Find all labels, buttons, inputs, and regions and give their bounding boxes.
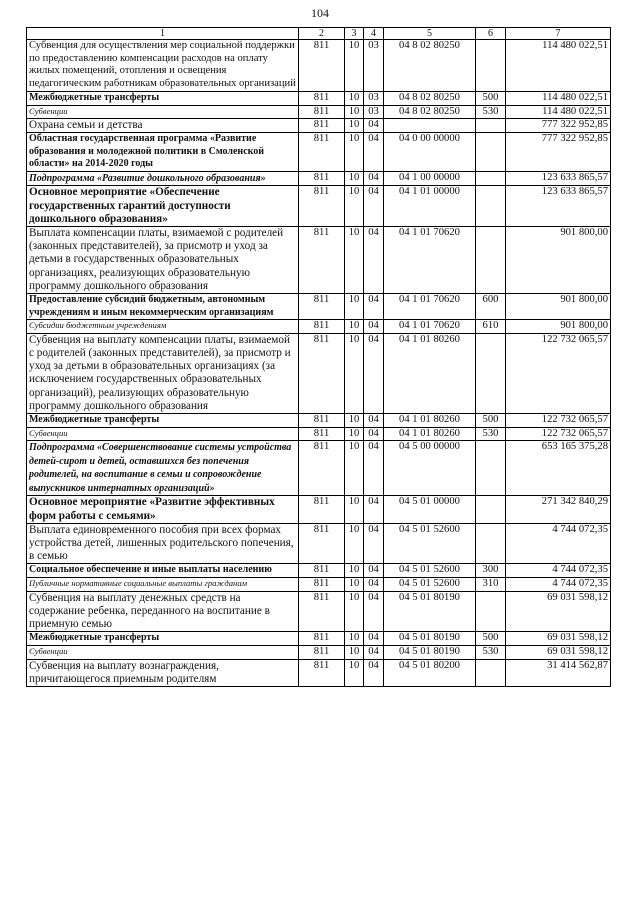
row-name-cell: Подпрограмма «Совершенствование системы устройства детей-сирот и детей, оставшихся без попечения родителей, на воспитание в семьи и сопровождение выпускников интернатных организаций» <box>27 441 299 496</box>
admin-code-cell: 811 <box>299 659 345 686</box>
admin-code-cell: 811 <box>299 105 345 119</box>
section-cell: 10 <box>345 496 364 523</box>
admin-code-cell: 811 <box>299 564 345 578</box>
subsection-cell: 04 <box>364 333 384 413</box>
amount-cell: 901 800,00 <box>506 227 611 294</box>
target-article-cell: 04 5 01 52600 <box>384 523 476 564</box>
section-cell: 10 <box>345 294 364 320</box>
admin-code-cell: 811 <box>299 40 345 92</box>
row-name-cell: Публичные нормативные социальные выплаты гражданам <box>27 578 299 592</box>
expense-type-cell: 530 <box>476 427 506 441</box>
subsection-cell: 04 <box>364 119 384 133</box>
table-row <box>27 171 611 186</box>
amount-cell: 653 165 375,28 <box>506 441 611 496</box>
table-row <box>27 294 611 320</box>
expense-type-cell <box>476 133 506 172</box>
row-name-cell: Выплата компенсации платы, взимаемой с родителей (законных представителей), за присмотр и уход за детьми в государственных образовательных организациях, реализующих образовательную программу дошкольного образования <box>27 227 299 294</box>
amount-cell: 122 732 065,57 <box>506 333 611 413</box>
subsection-cell: 04 <box>364 646 384 660</box>
section-cell: 10 <box>345 646 364 660</box>
row-name-cell: Основное мероприятие «Развитие эффективных форм работы с семьями» <box>27 496 299 523</box>
expense-type-cell <box>476 40 506 92</box>
section-cell: 10 <box>345 441 364 496</box>
amount-cell: 4 744 072,35 <box>506 523 611 564</box>
expense-type-cell <box>476 441 506 496</box>
header-cell: 5 <box>384 28 476 40</box>
table-row <box>27 119 611 133</box>
target-article-cell: 04 8 02 80250 <box>384 105 476 119</box>
row-name-cell: Межбюджетные трансферты <box>27 632 299 646</box>
amount-cell: 4 744 072,35 <box>506 578 611 592</box>
table-row <box>27 413 611 427</box>
expense-type-cell: 600 <box>476 294 506 320</box>
row-name-cell: Межбюджетные трансферты <box>27 413 299 427</box>
row-name-cell: Субвенции <box>27 427 299 441</box>
expense-type-cell <box>476 119 506 133</box>
amount-cell: 122 732 065,57 <box>506 427 611 441</box>
admin-code-cell: 811 <box>299 294 345 320</box>
expense-type-cell: 500 <box>476 632 506 646</box>
target-article-cell: 04 1 01 70620 <box>384 227 476 294</box>
table-row <box>27 496 611 523</box>
target-article-cell: 04 8 02 80250 <box>384 91 476 105</box>
section-cell: 10 <box>345 659 364 686</box>
target-article-cell: 04 1 01 70620 <box>384 294 476 320</box>
expense-type-cell <box>476 591 506 632</box>
row-name-cell: Субвенции <box>27 646 299 660</box>
target-article-cell: 04 1 00 00000 <box>384 171 476 186</box>
section-cell: 10 <box>345 427 364 441</box>
row-name-cell: Субсидии бюджетным учреждениям <box>27 320 299 334</box>
admin-code-cell: 811 <box>299 320 345 334</box>
table-row <box>27 441 611 496</box>
amount-cell: 114 480 022,51 <box>506 40 611 92</box>
admin-code-cell: 811 <box>299 632 345 646</box>
expense-type-cell <box>476 171 506 186</box>
admin-code-cell: 811 <box>299 591 345 632</box>
section-cell: 10 <box>345 171 364 186</box>
amount-cell: 123 633 865,57 <box>506 186 611 227</box>
expense-type-cell <box>476 227 506 294</box>
admin-code-cell: 811 <box>299 441 345 496</box>
target-article-cell: 04 5 01 52600 <box>384 578 476 592</box>
expense-type-cell <box>476 333 506 413</box>
table-row <box>27 659 611 686</box>
table-row <box>27 105 611 119</box>
header-cell: 2 <box>299 28 345 40</box>
header-cell: 7 <box>506 28 611 40</box>
row-name-cell: Социальное обеспечение и иные выплаты населению <box>27 564 299 578</box>
target-article-cell: 04 1 01 00000 <box>384 186 476 227</box>
table-row <box>27 333 611 413</box>
table-row <box>27 523 611 564</box>
expense-type-cell <box>476 659 506 686</box>
table-row <box>27 564 611 578</box>
subsection-cell: 04 <box>364 427 384 441</box>
section-cell: 10 <box>345 91 364 105</box>
subsection-cell: 04 <box>364 186 384 227</box>
table-row <box>27 427 611 441</box>
expense-type-cell <box>476 496 506 523</box>
target-article-cell: 04 0 00 00000 <box>384 133 476 172</box>
subsection-cell: 04 <box>364 227 384 294</box>
subsection-cell: 04 <box>364 564 384 578</box>
row-name-cell: Субвенции <box>27 105 299 119</box>
target-article-cell: 04 5 01 52600 <box>384 564 476 578</box>
target-article-cell: 04 5 01 80190 <box>384 591 476 632</box>
admin-code-cell: 811 <box>299 333 345 413</box>
admin-code-cell: 811 <box>299 427 345 441</box>
target-article-cell: 04 1 01 80260 <box>384 413 476 427</box>
table-row <box>27 227 611 294</box>
amount-cell: 777 322 952,85 <box>506 133 611 172</box>
subsection-cell: 03 <box>364 105 384 119</box>
expense-type-cell: 300 <box>476 564 506 578</box>
admin-code-cell: 811 <box>299 646 345 660</box>
expense-type-cell: 500 <box>476 91 506 105</box>
subsection-cell: 04 <box>364 632 384 646</box>
admin-code-cell: 811 <box>299 91 345 105</box>
header-cell: 1 <box>27 28 299 40</box>
section-cell: 10 <box>345 333 364 413</box>
header-cell: 3 <box>345 28 364 40</box>
amount-cell: 69 031 598,12 <box>506 632 611 646</box>
header-row <box>27 28 611 40</box>
expense-type-cell: 530 <box>476 646 506 660</box>
subsection-cell: 03 <box>364 91 384 105</box>
amount-cell: 31 414 562,87 <box>506 659 611 686</box>
subsection-cell: 04 <box>364 171 384 186</box>
target-article-cell: 04 8 02 80250 <box>384 40 476 92</box>
admin-code-cell: 811 <box>299 523 345 564</box>
table-row <box>27 186 611 227</box>
amount-cell: 114 480 022,51 <box>506 91 611 105</box>
section-cell: 10 <box>345 564 364 578</box>
section-cell: 10 <box>345 632 364 646</box>
subsection-cell: 04 <box>364 659 384 686</box>
admin-code-cell: 811 <box>299 413 345 427</box>
subsection-cell: 04 <box>364 523 384 564</box>
row-name-cell: Предоставление субсидий бюджетным, автономным учреждениям и иным некоммерческим организациям <box>27 294 299 320</box>
expense-type-cell: 310 <box>476 578 506 592</box>
section-cell: 10 <box>345 133 364 172</box>
row-name-cell: Субвенция на выплату денежных средств на содержание ребенка, переданного на воспитание в приемную семью <box>27 591 299 632</box>
header-cell: 6 <box>476 28 506 40</box>
admin-code-cell: 811 <box>299 171 345 186</box>
expense-type-cell <box>476 186 506 227</box>
section-cell: 10 <box>345 413 364 427</box>
table-row <box>27 91 611 105</box>
amount-cell: 901 800,00 <box>506 320 611 334</box>
section-cell: 10 <box>345 119 364 133</box>
admin-code-cell: 811 <box>299 119 345 133</box>
expense-type-cell <box>476 523 506 564</box>
section-cell: 10 <box>345 578 364 592</box>
section-cell: 10 <box>345 227 364 294</box>
section-cell: 10 <box>345 186 364 227</box>
section-cell: 10 <box>345 523 364 564</box>
row-name-cell: Охрана семьи и детства <box>27 119 299 133</box>
section-cell: 10 <box>345 105 364 119</box>
target-article-cell: 04 5 01 00000 <box>384 496 476 523</box>
section-cell: 10 <box>345 591 364 632</box>
admin-code-cell: 811 <box>299 496 345 523</box>
amount-cell: 69 031 598,12 <box>506 591 611 632</box>
amount-cell: 777 322 952,85 <box>506 119 611 133</box>
row-name-cell: Выплата единовременного пособия при всех формах устройства детей, лишенных родительского попечения, в семью <box>27 523 299 564</box>
table-row <box>27 320 611 334</box>
amount-cell: 123 633 865,57 <box>506 171 611 186</box>
subsection-cell: 04 <box>364 578 384 592</box>
admin-code-cell: 811 <box>299 186 345 227</box>
table-row <box>27 632 611 646</box>
amount-cell: 4 744 072,35 <box>506 564 611 578</box>
subsection-cell: 04 <box>364 441 384 496</box>
admin-code-cell: 811 <box>299 133 345 172</box>
header-cell: 4 <box>364 28 384 40</box>
target-article-cell: 04 1 01 80260 <box>384 333 476 413</box>
section-cell: 10 <box>345 320 364 334</box>
row-name-cell: Субвенция для осуществления мер социальной поддержки по предоставлению компенсации расходов на оплату жилых помещений, отопления и освещения педагогическим работникам образовательных организаций <box>27 40 299 92</box>
subsection-cell: 04 <box>364 133 384 172</box>
subsection-cell: 04 <box>364 591 384 632</box>
expense-type-cell: 610 <box>476 320 506 334</box>
table-row <box>27 578 611 592</box>
table-row <box>27 40 611 92</box>
row-name-cell: Субвенция на выплату вознаграждения, причитающегося приемным родителям <box>27 659 299 686</box>
table-row <box>27 591 611 632</box>
admin-code-cell: 811 <box>299 227 345 294</box>
target-article-cell: 04 1 01 80260 <box>384 427 476 441</box>
row-name-cell: Областная государственная программа «Развитие образования и молодежной политики в Смоленской области» на 2014-2020 годы <box>27 133 299 172</box>
amount-cell: 114 480 022,51 <box>506 105 611 119</box>
amount-cell: 69 031 598,12 <box>506 646 611 660</box>
row-name-cell: Подпрограмма «Развитие дошкольного образования» <box>27 171 299 186</box>
row-name-cell: Основное мероприятие «Обеспечение государственных гарантий доступности дошкольного образования» <box>27 186 299 227</box>
budget-table <box>26 27 611 687</box>
page-number: 104 <box>311 6 329 20</box>
target-article-cell: 04 1 01 70620 <box>384 320 476 334</box>
section-cell: 10 <box>345 40 364 92</box>
admin-code-cell: 811 <box>299 578 345 592</box>
subsection-cell: 04 <box>364 294 384 320</box>
row-name-cell: Субвенция на выплату компенсации платы, взимаемой с родителей (законных представителей), за присмотр и уход за детьми в образовательных организациях (за исключением государственных образовательных организаций), реализующих образовательную программу дошкольного образования <box>27 333 299 413</box>
row-name-cell: Межбюджетные трансферты <box>27 91 299 105</box>
amount-cell: 901 800,00 <box>506 294 611 320</box>
target-article-cell: 04 5 01 80190 <box>384 632 476 646</box>
subsection-cell: 04 <box>364 413 384 427</box>
subsection-cell: 04 <box>364 320 384 334</box>
target-article-cell: 04 5 01 80200 <box>384 659 476 686</box>
subsection-cell: 04 <box>364 496 384 523</box>
expense-type-cell: 530 <box>476 105 506 119</box>
target-article-cell: 04 5 01 80190 <box>384 646 476 660</box>
target-article-cell <box>384 119 476 133</box>
amount-cell: 271 342 840,29 <box>506 496 611 523</box>
target-article-cell: 04 5 00 00000 <box>384 441 476 496</box>
table-row <box>27 133 611 172</box>
amount-cell: 122 732 065,57 <box>506 413 611 427</box>
expense-type-cell: 500 <box>476 413 506 427</box>
subsection-cell: 03 <box>364 40 384 92</box>
table-row <box>27 646 611 660</box>
